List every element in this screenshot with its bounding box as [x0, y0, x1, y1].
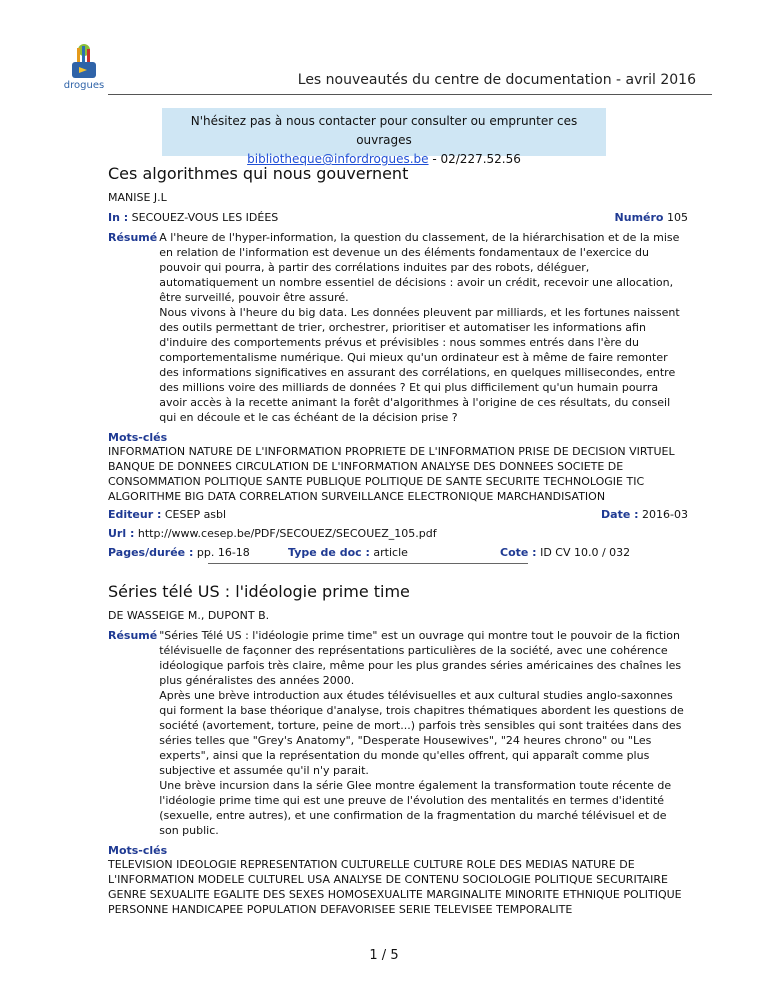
contact-email-link[interactable]: bibliotheque@infordrogues.be — [247, 152, 429, 166]
type-value: article — [373, 546, 408, 559]
contact-phone: - 02/227.52.56 — [428, 152, 521, 166]
record-title: Séries télé US : l'idéologie prime time — [108, 582, 410, 601]
resume-paragraph: "Séries Télé US : l'idéologie prime time" est un ouvrage qui montre tout le pouvoir de la fiction télévisuelle de façonner des représentations particulières de la société, avec une cohérence idéologique parfois très claire, même pour les plus grandes séries américaines des chaînes les plus généralistes des années 2000. — [159, 629, 682, 687]
pages-value: pp. 16-18 — [196, 546, 250, 559]
contact-box — [162, 108, 606, 166]
contact-text: N'hésitez pas à nous contacter pour consulter ou emprunter ces ouvrages — [190, 114, 578, 147]
keywords-label: Mots-clés — [108, 431, 168, 444]
keywords-label: Mots-clés — [108, 844, 168, 857]
record-1 — [108, 164, 688, 564]
in-label: In : — [108, 211, 129, 224]
editeur-row — [108, 507, 688, 523]
resume-paragraph: Après une brève introduction aux études télévisuelles et aux cultural studies anglo-saxonnes qui forment la base théorique d'analyse, trois chapitres thématiques abordent les questions de société (avortement, torture, peine de mort...) parfois très sensibles qui sont traitées dans des séries telles que "Grey's Anatomy", "Desperate Housewives", "24 heures chrono" ou "Les experts", ainsi que la représentation du monde qu'elles offrent, qui apparaît comme plus subjective et assumée qu'il n'y parait. — [159, 689, 684, 777]
record-separator — [208, 563, 528, 564]
resume-paragraph: Nous vivons à l'heure du big data. Les données pleuvent par milliards, et les fortunes naissent des outils permettant de trier, orchestrer, prioritiser et automatiser les informations afin d'induire des comportements prévus et prévisibles : nous sommes entrés dans l'ère du comportementalisme numérique. Qui mieux qu'un ordinateur est à même de faire remonter des informations significatives en assurant des corrélations, en quelques millisecondes, entre des millions voire des milliards de données ? Et qui plus difficilement qu'un humain pourra avoir accès à la recette animant la forêt d'algorithmes à l'origine de ces résultats, du conseil qui en découle et le cas échéant de la décision prise ? — [159, 306, 680, 424]
infor-drogues-logo — [55, 40, 113, 92]
header-divider — [108, 94, 712, 95]
pages-row — [108, 545, 688, 561]
record-2 — [108, 582, 688, 917]
numero-label: Numéro — [614, 211, 664, 224]
url-value[interactable]: http://www.cesep.be/PDF/SECOUEZ/SECOUEZ_105.pdf — [137, 527, 437, 540]
in-value: SECOUEZ-VOUS LES IDÉES — [131, 211, 279, 224]
resume-label: Résumé — [108, 629, 158, 642]
type-label: Type de doc : — [288, 546, 370, 559]
cote-label: Cote : — [500, 546, 537, 559]
editeur-label: Editeur : — [108, 508, 162, 521]
url-row — [108, 526, 688, 542]
record-title: Ces algorithmes qui nous gouvernent — [108, 164, 409, 183]
date-label: Date : — [601, 508, 639, 521]
record-author: DE WASSEIGE M., DUPONT B. — [108, 609, 270, 622]
numero-value: 105 — [667, 211, 688, 224]
keywords-value: TELEVISION IDEOLOGIE REPRESENTATION CULTURELLE CULTURE ROLE DES MEDIAS NATURE DE L'INFORMATION MODELE CULTUREL USA ANALYSE DE CONTENU SOCIOLOGIE POLITIQUE SECURITAIRE GENRE SEXUALITE EGALITE DES SEXES HOMOSEXUALITE MARGINALITE MINORITE ETHNIQUE POLITIQUE PERSONNE HANDICAPEE POPULATION DEFAVORISEE SERIE TELEVISEE TEMPORALITE — [108, 858, 682, 916]
records-list — [108, 164, 688, 917]
resume-label: Résumé — [108, 231, 158, 244]
page-header-title: Les nouveautés du centre de documentation - avril 2016 — [297, 72, 696, 88]
record-author: MANISE J.L — [108, 191, 167, 204]
resume-paragraph: A l'heure de l'hyper-information, la question du classement, de la hiérarchisation et de la mise en relation de l'information est devenue un des éléments fondamentaux de l'exercice du pouvoir qui pourra, à partir des corrélations induites par des robots, déléguer, automatiquement un nombre essentiel de décisions : avoir un crédit, recevoir une allocation, être surveillé, pouvoir être assuré. — [159, 231, 680, 304]
url-label: Url : — [108, 527, 135, 540]
record-in-row — [108, 210, 688, 226]
logo-text: drogues — [63, 80, 105, 91]
resume-paragraph: Une brève incursion dans la série Glee montre également la transformation toute récente de l'idéologie prime time qui est une preuve de l'évolution des mentalités en termes d'identité (sexuelle, entre autres), et une confirmation de la fragmentation du marché télévisuel et de son public. — [159, 779, 672, 837]
cote-value: ID CV 10.0 / 032 — [540, 546, 631, 559]
page-number: 1 / 5 — [369, 948, 399, 963]
keywords-value: INFORMATION NATURE DE L'INFORMATION PROPRIETE DE L'INFORMATION PRISE DE DECISION VIRTUEL BANQUE DE DONNEES CIRCULATION DE L'INFORMATION ANALYSE DES DONNEES SOCIETE DE CONSOMMATION POLITIQUE SANTE PUBLIQUE POLITIQUE DE SANTE SECURITE TECHNOLOGIE TIC ALGORITHME BIG DATA CORRELATION SURVEILLANCE ELECTRONIQUE MARCHANDISATION — [108, 445, 675, 503]
pages-label: Pages/durée : — [108, 546, 194, 559]
resume-block — [108, 230, 688, 425]
resume-block — [108, 628, 688, 838]
editeur-value: CESEP asbl — [164, 508, 227, 521]
date-value: 2016-03 — [642, 508, 688, 521]
